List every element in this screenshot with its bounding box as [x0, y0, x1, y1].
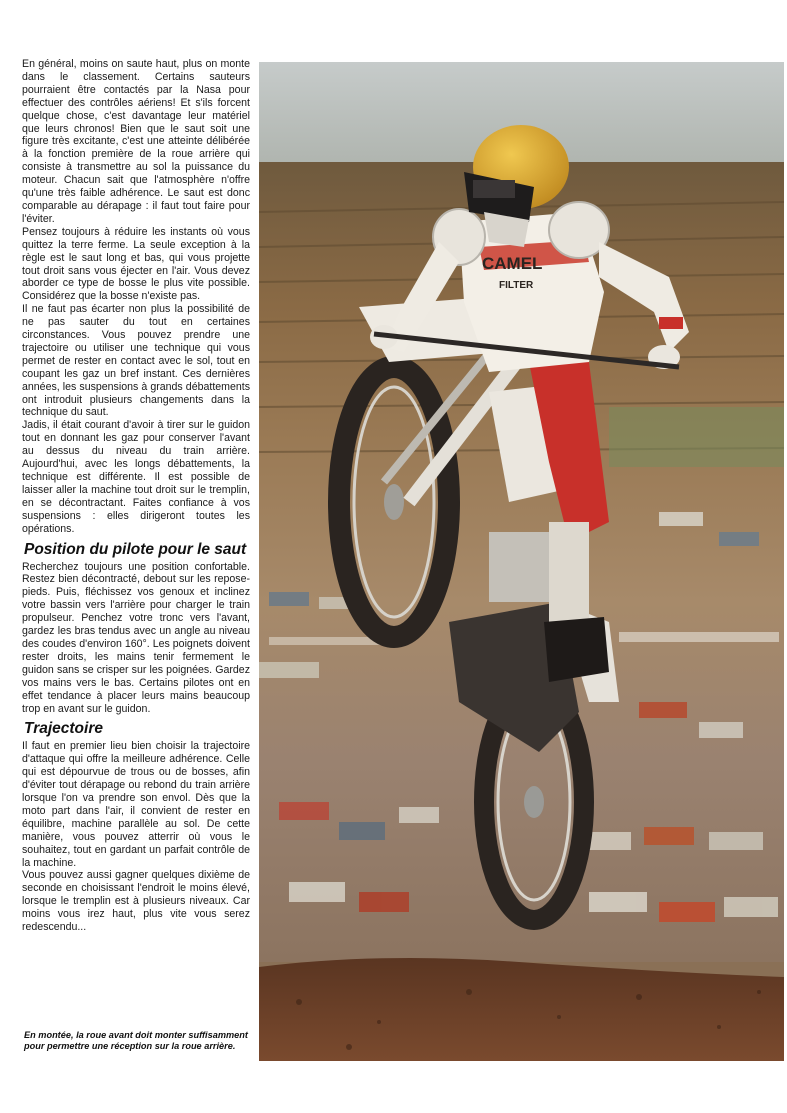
paragraph: En général, moins on saute haut, plus on monte dans le classement. Certains sauteurs pourraient être contactés par la Nasa pour effectuer des contrôles aériens! Et s'ils forcent quelque chose, c'est davantage leur matériel que leurs chronos! Bien que le saut soit une figure très excitante, c'est une atteinte délibérée à la fonction première de la roue arrière qui consiste à transmettre au sol la puissance du moteur. Chacun sait que l'atmosphère n'offre qu'une très faible adhérence. Le saut est donc comparable au dérapage : il faut tout faire pour l'éviter. [22, 58, 250, 225]
paragraph: Vous pouvez aussi gagner quelques dixième de seconde en choisissant l'endroit le moins élevé, lorsque le tremplin est à plusieurs niveaux. Car moins vous irez haut, plus vite vous serez redescendu... [22, 869, 250, 934]
paragraph: Jadis, il était courant d'avoir à tirer sur le guidon tout en donnant les gaz pour conserver l'avant au dessus du niveau du train arrière. Aujourd'hui, avec les longs débattements, la technique est différente. Il est possible de laisser aller la machine tout droit sur le tremplin, en se décontractant. Faites confiance à vos suspensions : elles dirigeront toutes les opérations. [22, 419, 250, 535]
photo-caption: En montée, la roue avant doit monter suffisamment pour permettre une réception sur la roue arrière. [24, 1030, 248, 1052]
section-heading-position: Position du pilote pour le saut [24, 540, 247, 558]
paragraph: Recherchez toujours une position confortable. Restez bien décontracté, debout sur les repose-pieds. Puis, fléchissez vos genoux et inclinez votre bassin vers l'arrière pour charger le train propulseur. Penchez votre tronc vers l'avant, gardez les bras tendus avec un angle au niveau des coudes d'environ 160°. Les poignets doivent rester droits, les mains tenir fermement le guidon sans se crisper sur les poignées. Gardez vos mains vers le bas. Certains pilotes ont en effet tendance à placer leurs mains beaucoup trop en avant sur le guidon. [22, 560, 250, 715]
jersey-logo-text: CAMEL [482, 254, 543, 273]
paragraph: Il ne faut pas écarter non plus la possibilité de ne pas sauter du tout en certaines circonstances. Vous pouvez prendre une trajectoire ou utiliser une technique qui vous permet de rester en contact avec le sol, tout en coupant les gaz un bref instant. Ces dernières années, les suspensions à grands débattements ont introduit plusieurs changements dans la technique du saut. [22, 303, 250, 419]
article-column [22, 58, 250, 934]
jersey-subtext: FILTER [499, 280, 534, 291]
paragraph: Il faut en premier lieu bien choisir la trajectoire d'attaque qui offre la meilleure adhérence. Celle qui est dépourvue de trous ou de bosses, afin d'éviter tout dérapage ou rebond du train arrière lorsque l'on va prendre son envol. Dès que la moto part dans l'air, il convient de rester en équilibre, machine parallèle au sol. De cette manière, vous pouvez atterrir où vous le souhaitez, tout en gardant un parfait contrôle de la machine. [22, 740, 250, 869]
section-heading-trajectoire: Trajectoire [24, 720, 103, 738]
paragraph: Pensez toujours à réduire les instants où vous quittez la terre ferme. La seule exception à la règle est le saut long et bas, qui vous projette tout droit sans vous éjecter en l'air. Vous devez aborder ce type de bosse le plus vite possible. Considérez que la bosse n'existe pas. [22, 225, 250, 303]
motocross-photo [259, 62, 784, 1061]
